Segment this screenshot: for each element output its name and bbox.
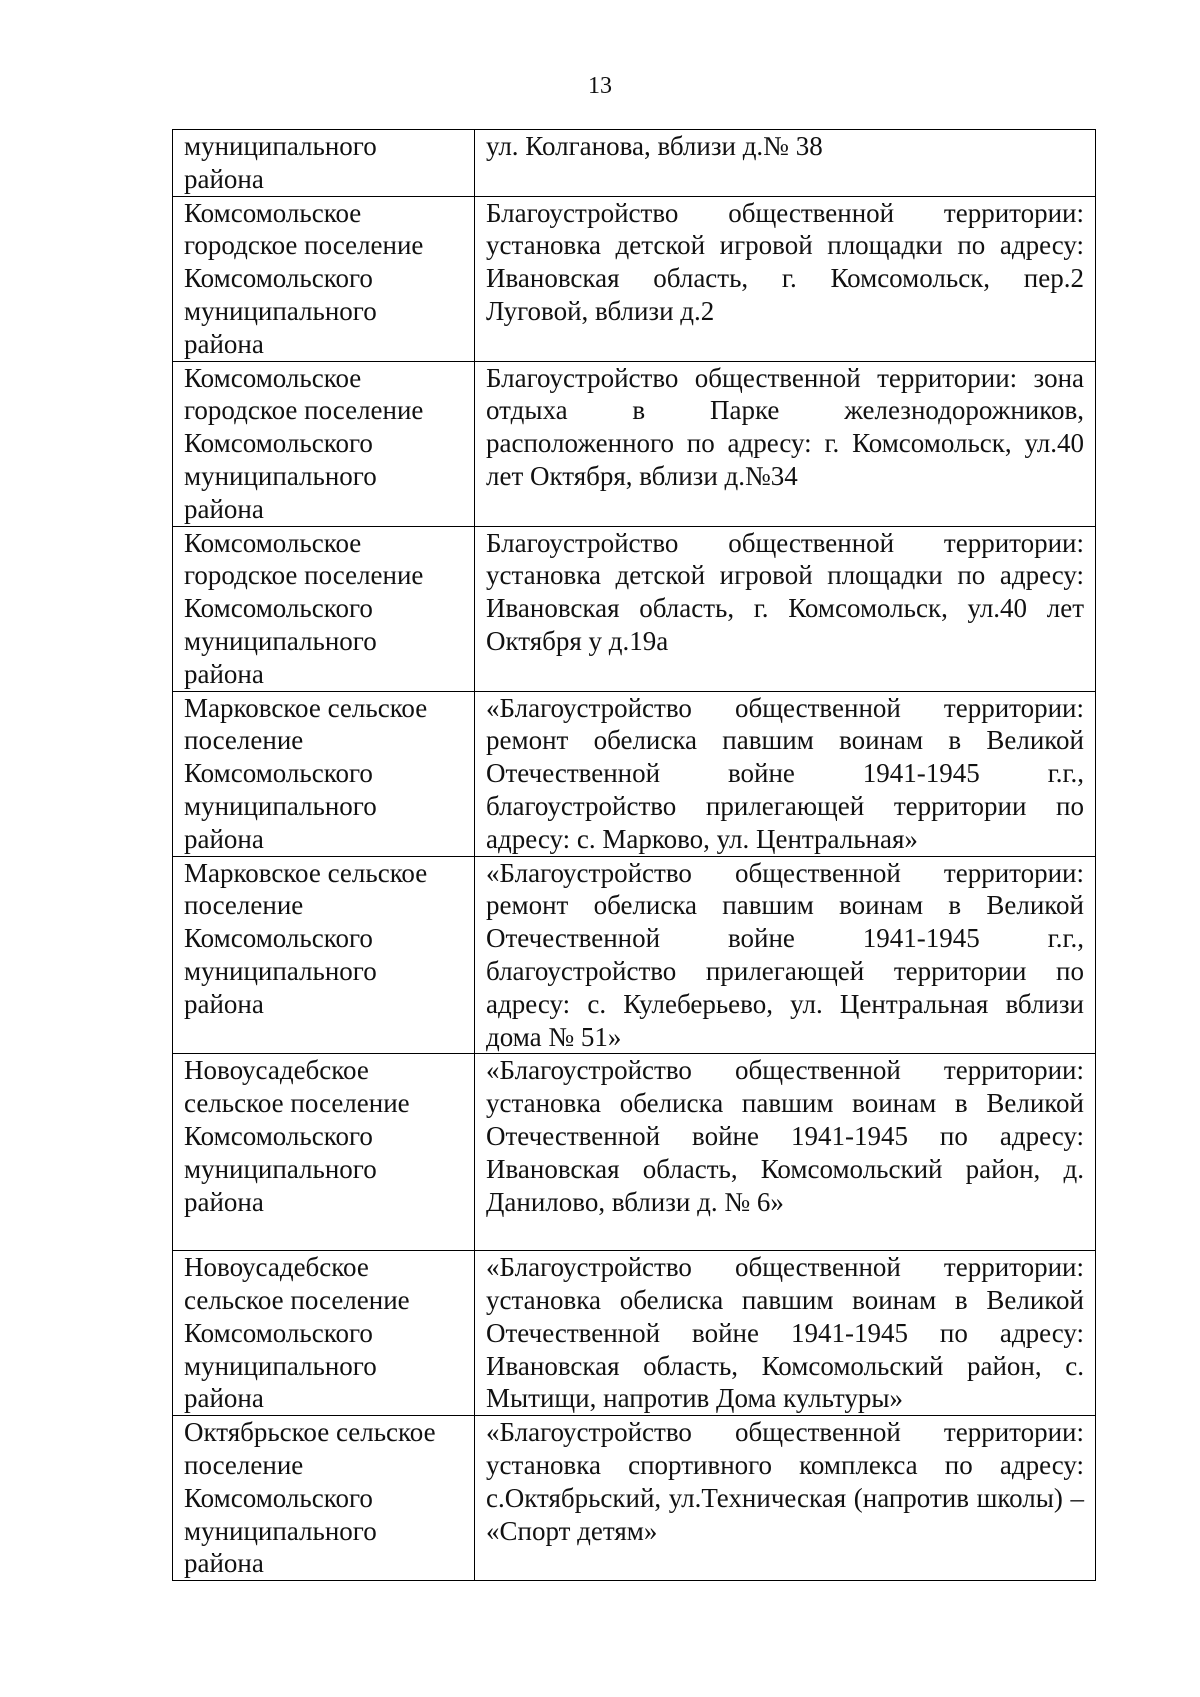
description-cell	[475, 196, 1096, 361]
settlement-cell	[173, 1054, 475, 1251]
description-text: «Благоустройство общественной территории: установка обелиска павшим воинам в Великой Отечественной войне 1941-1945 по адресу: Ивановская область, Комсомольский район, д. Данилово, вблизи д. № 6»	[486, 1055, 1084, 1217]
settlement-cell	[173, 691, 475, 856]
table-row	[173, 1251, 1096, 1416]
settlement-text: муниципального района	[184, 131, 377, 194]
table-row	[173, 856, 1096, 1054]
description-text: Благоустройство общественной территории: установка детской игровой площадки по адресу: Ивановская область, г. Комсомольск, пер.2 Луговой, вблизи д.2	[486, 197, 1084, 326]
settlement-text: Комсомольское городское поселение Комсомольского муниципального района	[184, 362, 424, 524]
settlement-text: Комсомольское городское поселение Комсомольского муниципального района	[184, 197, 424, 359]
table-row	[173, 361, 1096, 526]
page-number: 13	[588, 73, 612, 99]
table-row	[173, 130, 1096, 197]
settlement-cell	[173, 130, 475, 197]
settlement-text: Марковское сельское поселение Комсомольского муниципального района	[184, 857, 428, 1019]
description-cell	[475, 856, 1096, 1054]
description-text: Благоустройство общественной территории: установка детской игровой площадки по адресу: Ивановская область, г. Комсомольск, ул.40 лет Октября у д.19а	[486, 527, 1084, 656]
description-text: Благоустройство общественной территории: зона отдыха в Парке железнодорожников, расположенного по адресу: г. Комсомольск, ул.40 лет Октября, вблизи д.№34	[486, 362, 1084, 491]
description-text: «Благоустройство общественной территории: установка спортивного комплекса по адресу: с.Октябрьский, ул.Техническая (напротив школы) – «Спорт детям»	[486, 1417, 1084, 1546]
settlement-text: Новоусадебское сельское поселение Комсомольского муниципального района	[184, 1252, 410, 1414]
description-cell	[475, 1416, 1096, 1581]
settlement-cell	[173, 526, 475, 691]
description-cell	[475, 526, 1096, 691]
table-row	[173, 1416, 1096, 1581]
description-cell	[475, 1054, 1096, 1251]
settlement-text: Октябрьское сельское поселение Комсомольского муниципального района	[184, 1417, 436, 1579]
description-cell	[475, 1251, 1096, 1416]
settlement-text: Новоусадебское сельское поселение Комсомольского муниципального района	[184, 1055, 410, 1217]
settlement-text: Марковское сельское поселение Комсомольского муниципального района	[184, 692, 428, 854]
settlement-cell	[173, 1416, 475, 1581]
description-text: «Благоустройство общественной территории: ремонт обелиска павшим воинам в Великой Отечественной войне 1941-1945 г.г., благоустройство прилегающей территории по адресу: с. Кулеберьево, ул. Центральная вблизи дома № 51»	[486, 857, 1084, 1052]
description-cell	[475, 691, 1096, 856]
table-row	[173, 1054, 1096, 1251]
settlement-text: Комсомольское городское поселение Комсомольского муниципального района	[184, 527, 424, 689]
description-text: ул. Колганова, вблизи д.№ 38	[486, 131, 823, 161]
settlement-cell	[173, 856, 475, 1054]
table-row	[173, 196, 1096, 361]
description-cell	[475, 130, 1096, 197]
table-row	[173, 691, 1096, 856]
description-text: «Благоустройство общественной территории: ремонт обелиска павшим воинам в Великой Отечественной войне 1941-1945 г.г., благоустройство прилегающей территории по адресу: с. Марково, ул. Центральная»	[486, 692, 1084, 854]
settlement-cell	[173, 1251, 475, 1416]
description-cell	[475, 361, 1096, 526]
table-row	[173, 526, 1096, 691]
settlement-cell	[173, 196, 475, 361]
description-text: «Благоустройство общественной территории: установка обелиска павшим воинам в Великой Отечественной войне 1941-1945 по адресу: Ивановская область, Комсомольский район, с. Мытищи, напротив Дома культуры»	[486, 1252, 1084, 1414]
projects-table	[172, 129, 1096, 1581]
settlement-cell	[173, 361, 475, 526]
